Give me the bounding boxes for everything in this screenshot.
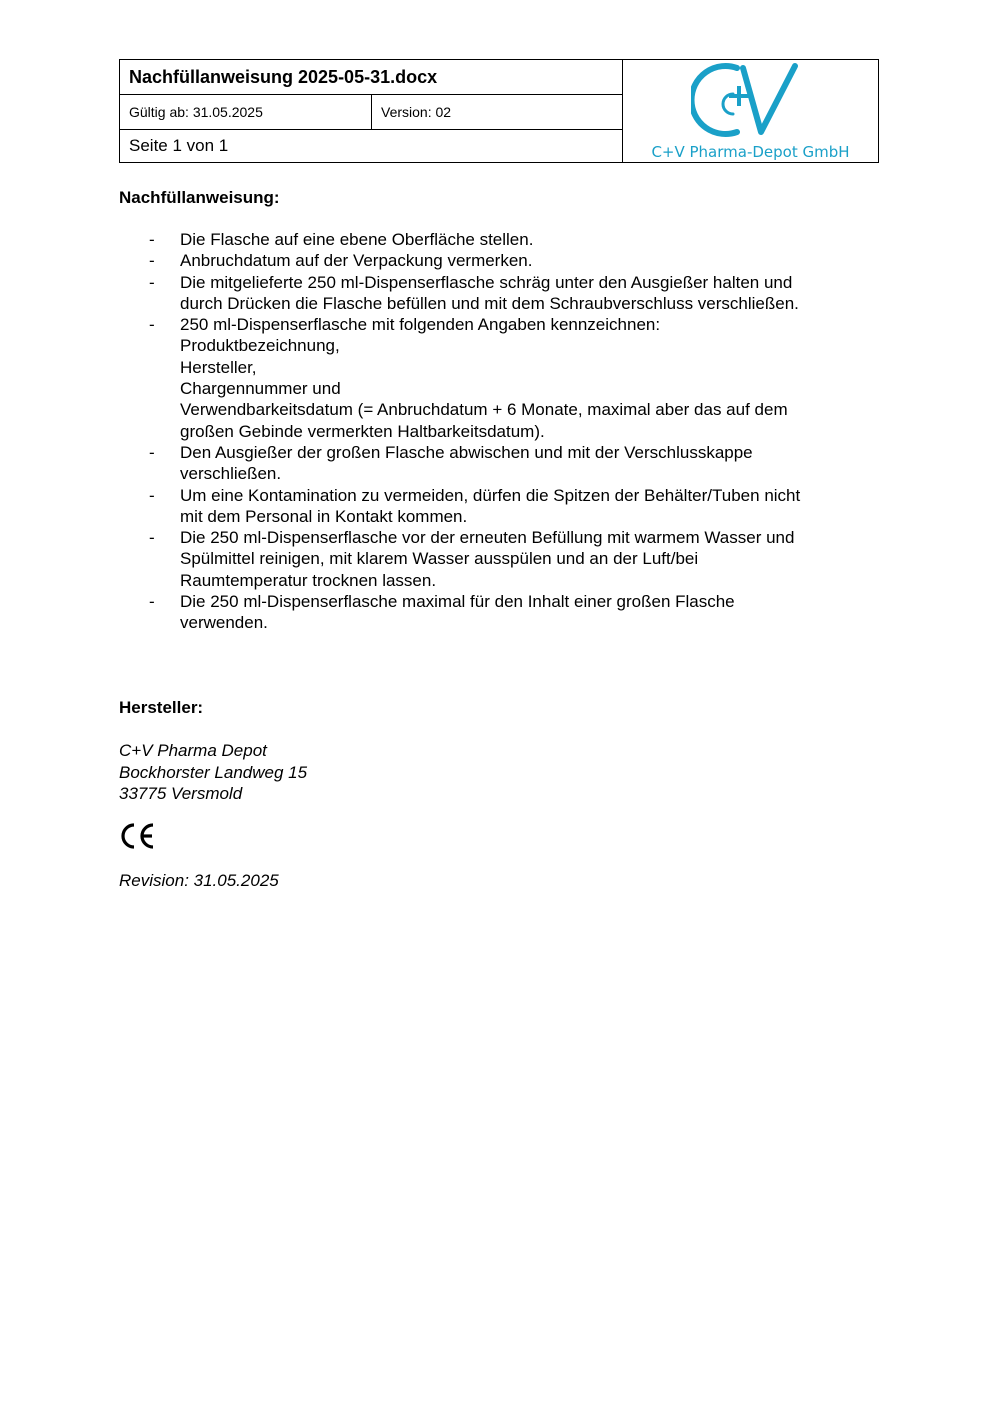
company-logo	[623, 60, 878, 162]
list-dash: -	[149, 272, 155, 292]
list-item-line: 250 ml-Dispenserflasche mit folgenden Angaben kennzeichnen:	[180, 315, 661, 335]
list-item-line: Produktbezeichnung,	[180, 336, 340, 356]
manufacturer-name: C+V Pharma Depot	[119, 741, 267, 760]
list-item-line: verschließen.	[180, 464, 282, 484]
instructions-heading: Nachfüllanweisung:	[119, 188, 280, 207]
list-item	[119, 442, 879, 485]
list-item-line: verwenden.	[180, 613, 268, 633]
list-item-line: Den Ausgießer der großen Flasche abwischen und mit der Verschlusskappe	[180, 442, 753, 462]
list-item-line: Chargennummer und	[180, 379, 341, 399]
list-item	[119, 272, 879, 315]
list-dash: -	[149, 442, 155, 462]
list-item-line: Anbruchdatum auf der Verpackung vermerken.	[180, 251, 533, 271]
list-item-line: Die 250 ml-Dispenserflasche maximal für den Inhalt einer großen Flasche	[180, 592, 735, 612]
valid-from-cell	[120, 95, 372, 129]
list-item-line: durch Drücken die Flasche befüllen und mit dem Schraubverschluss verschließen.	[180, 293, 799, 313]
manufacturer-street: Bockhorster Landweg 15	[119, 762, 308, 782]
list-item-line: Verwendbarkeitsdatum (= Anbruchdatum + 6 Monate, maximal aber das auf dem	[180, 400, 788, 420]
manufacturer-heading: Hersteller:	[119, 698, 204, 717]
document-title: Nachfüllanweisung 2025-05-31.docx	[129, 67, 438, 87]
instructions-list	[119, 229, 879, 634]
list-item-line: Die Flasche auf eine ebene Oberfläche stellen.	[180, 230, 534, 249]
list-item	[119, 485, 879, 528]
manufacturer-address	[119, 740, 307, 805]
document-header-table	[119, 59, 879, 163]
list-item-line: Hersteller,	[180, 357, 257, 377]
header-page-row	[120, 130, 622, 161]
list-dash: -	[149, 251, 155, 271]
list-item-line: Die mitgelieferte 250 ml-Dispenserflasche schräg unter den Ausgießer halten und	[180, 272, 793, 292]
header-title-row	[120, 60, 622, 95]
ce-mark-icon	[117, 821, 159, 851]
list-dash: -	[149, 485, 155, 505]
list-item	[119, 527, 879, 591]
revision: Revision: 31.05.2025	[119, 871, 279, 890]
list-item	[119, 229, 879, 250]
list-item-line: mit dem Personal in Kontakt kommen.	[180, 506, 468, 526]
list-item-line: Spülmittel reinigen, mit klarem Wasser ausspülen und an der Luft/bei	[180, 549, 699, 569]
list-item	[119, 591, 879, 634]
company-name: C+V Pharma-Depot GmbH	[651, 143, 850, 161]
list-item-line: Raumtemperatur trocknen lassen.	[180, 570, 437, 590]
list-item-line: großen Gebinde vermerkten Haltbarkeitsdatum).	[180, 421, 545, 441]
list-dash: -	[149, 592, 155, 612]
cv-logo-icon	[691, 62, 801, 140]
version-cell	[372, 95, 623, 129]
list-item	[119, 314, 879, 442]
list-dash: -	[149, 230, 155, 249]
list-dash: -	[149, 315, 155, 335]
list-item-line: Die 250 ml-Dispenserflasche vor der erneuten Befüllung mit warmem Wasser und	[180, 528, 795, 548]
list-item	[119, 250, 879, 271]
header-meta-row	[120, 95, 622, 130]
list-item-line: Um eine Kontamination zu vermeiden, dürfen die Spitzen der Behälter/Tuben nicht	[180, 485, 801, 505]
list-dash: -	[149, 528, 155, 548]
valid-from: Gültig ab: 31.05.2025	[129, 104, 263, 120]
page-number: Seite 1 von 1	[129, 136, 229, 155]
version: Version: 02	[381, 104, 452, 120]
header-info-block	[120, 60, 623, 162]
manufacturer-city: 33775 Versmold	[119, 784, 243, 803]
